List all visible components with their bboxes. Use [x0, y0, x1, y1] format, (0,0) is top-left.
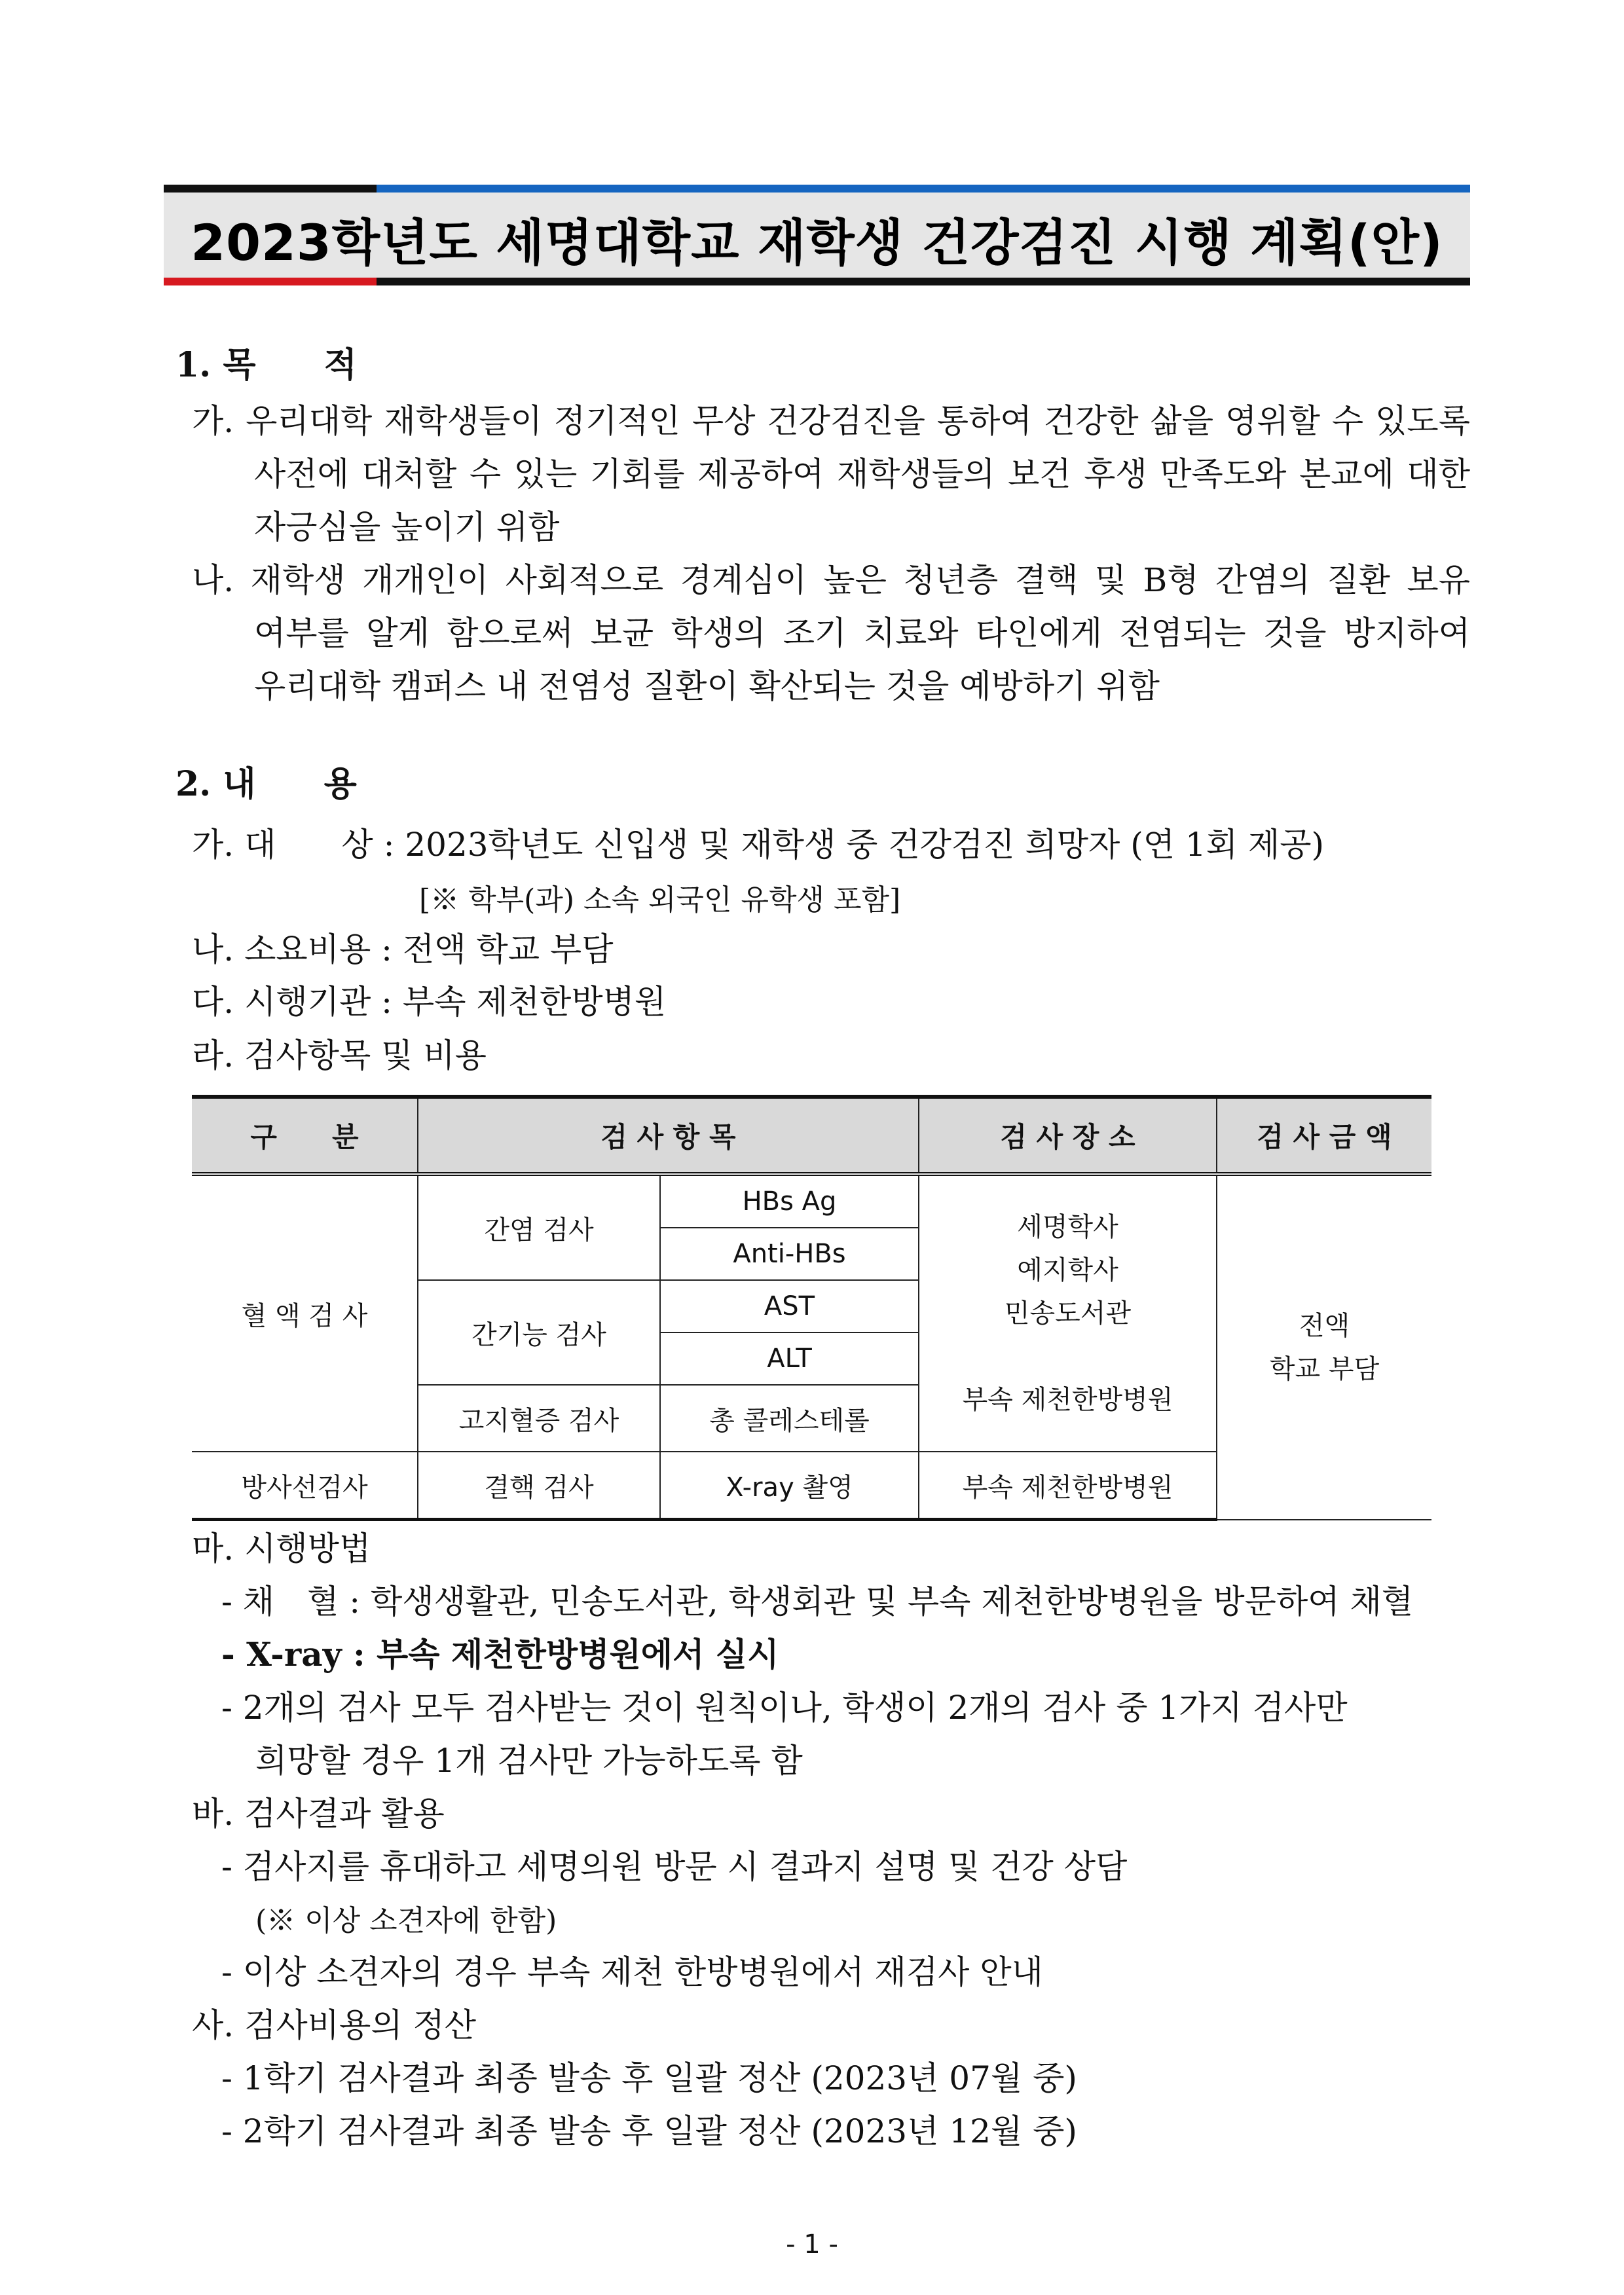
ast: AST	[660, 1280, 919, 1332]
purpose-ga-line1: 가. 우리대학 재학생들이 정기적인 무상 건강검진을 통하여 건강한 삶을 영위할 수 있도록	[192, 402, 1470, 440]
purpose-na-line3: 우리대학 캠퍼스 내 전염성 질환이 확산되는 것을 예방하기 위함	[254, 667, 1160, 705]
result-line2: (※ 이상 소견자에 한함)	[255, 1904, 557, 1937]
header-items: 검 사 항 목	[418, 1097, 919, 1174]
page-number: - 1 -	[786, 2230, 838, 2260]
hyperlipidemia-test: 고지혈증 검사	[418, 1385, 660, 1452]
section2-heading: 2. 내 용	[175, 764, 357, 804]
page-title: 2023학년도 세명대학교 재학생 건강검진 시행 계획(안)	[191, 213, 1443, 272]
exam-table	[192, 1095, 1431, 1521]
header-amount: 검 사 금 액	[1217, 1097, 1431, 1174]
liver-inflammation-test: 간염 검사	[418, 1174, 660, 1280]
title-bottom-rule-right	[377, 278, 1470, 285]
method-line2: - X-ray : 부속 제천한방병원에서 실시	[221, 1635, 779, 1674]
result-line1: - 검사지를 휴대하고 세명의원 방문 시 결과지 설명 및 건강 상담	[221, 1848, 1128, 1886]
title-top-rule-right	[377, 185, 1470, 193]
cost-line2: 학교 부담	[1269, 1353, 1380, 1384]
settle-heading: 사. 검사비용의 정산	[192, 2006, 477, 2044]
place-yeji-dorm: 예지학사	[1017, 1255, 1118, 1285]
place-minsong-library: 민송도서관	[1004, 1298, 1132, 1329]
cost-line1: 전액	[1299, 1310, 1350, 1341]
settle-line2: - 2학기 검사결과 최종 발송 후 일괄 정산 (2023년 12월 중)	[221, 2112, 1077, 2150]
place-spacer	[919, 1335, 1216, 1378]
result-heading: 바. 검사결과 활용	[192, 1795, 445, 1833]
cholesterol: 총 콜레스테롤	[660, 1385, 919, 1452]
method-line3: - 2개의 검사 모두 검사받는 것이 원칙이나, 학생이 2개의 검사 중 1가지 검사만	[221, 1689, 1348, 1727]
title-bottom-rule	[164, 278, 1470, 285]
title-top-rule	[164, 185, 1470, 193]
target-note: [※ 학부(과) 소속 외국인 유학생 포함]	[419, 883, 901, 917]
header-category: 구 분	[192, 1097, 418, 1174]
alt: ALT	[660, 1332, 919, 1385]
purpose-na-line1: 나. 재학생 개개인이 사회적으로 경계심이 높은 청년층 결핵 및 B형 간염의 질환 보유	[192, 561, 1470, 599]
radiation-category: 방사선검사	[192, 1452, 418, 1520]
method-heading: 마. 시행방법	[192, 1530, 371, 1568]
place-semyung-dorm: 세명학사	[1017, 1212, 1118, 1242]
result-line3: - 이상 소견자의 경우 부속 제천 한방병원에서 재검사 안내	[221, 1953, 1043, 1991]
purpose-na-line2: 여부를 알게 함으로써 보균 학생의 조기 치료와 타인에게 전염되는 것을 방지하여	[254, 614, 1470, 652]
section1-heading: 1. 목 적	[175, 345, 357, 385]
title-bottom-rule-left	[164, 278, 377, 285]
title-box	[164, 193, 1470, 278]
header-place: 검 사 장 소	[919, 1097, 1217, 1174]
place-hospital: 부속 제천한방병원	[962, 1385, 1173, 1415]
anti-hbs: Anti-HBs	[660, 1228, 919, 1280]
method-line4: 희망할 경우 1개 검사만 가능하도록 함	[255, 1742, 803, 1780]
blood-places	[919, 1174, 1217, 1452]
blood-category: 혈 액 검 사	[192, 1174, 418, 1452]
purpose-ga-line2: 사전에 대처할 수 있는 기회를 제공하여 재학생들의 보건 후생 만족도와 본교에 대한	[254, 455, 1470, 493]
cost-cell	[1217, 1174, 1431, 1520]
xray-place: 부속 제천한방병원	[919, 1452, 1217, 1520]
xray: X-ray 촬영	[660, 1452, 919, 1520]
settle-line1: - 1학기 검사결과 최종 발송 후 일괄 정산 (2023년 07월 중)	[221, 2059, 1077, 2097]
liver-function-test: 간기능 검사	[418, 1280, 660, 1385]
cost-line: 나. 소요비용 : 전액 학교 부담	[192, 930, 614, 968]
method-line1: - 채 혈 : 학생생활관, 민송도서관, 학생회관 및 부속 제천한방병원을 방문하여 채혈	[221, 1583, 1414, 1621]
purpose-ga-line3: 자긍심을 높이기 위함	[254, 508, 560, 546]
hbs-ag: HBs Ag	[660, 1174, 919, 1228]
institution-line: 다. 시행기관 : 부속 제천한방병원	[192, 983, 667, 1021]
title-top-rule-left	[164, 185, 377, 193]
tb-test: 결핵 검사	[418, 1452, 660, 1520]
target-line: 가. 대 상 : 2023학년도 신입생 및 재학생 중 건강검진 희망자 (연 1회 제공)	[192, 826, 1325, 864]
items-heading: 라. 검사항목 및 비용	[192, 1037, 487, 1074]
